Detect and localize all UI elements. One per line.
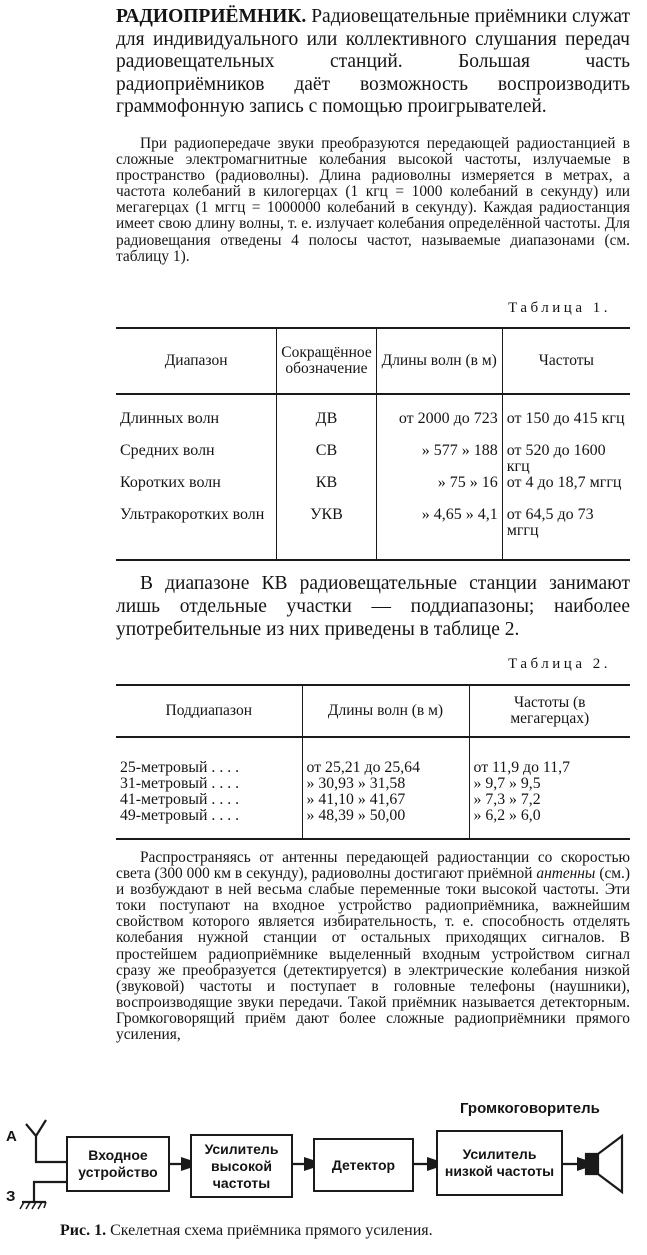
paragraph-shortwave: В диапазоне КВ радиовещательные станции занимают лишь отдельные участки — поддиапазоны; наиболее употребительные из них приведены в таблице 2. — [116, 573, 630, 640]
paragraph-reception — [116, 850, 630, 1043]
speaker-label: Громкоговоритель — [460, 1100, 600, 1117]
speaker-magnet — [586, 1154, 598, 1174]
table2-header-band: Поддиапазон — [116, 685, 302, 737]
figure-caption — [60, 1222, 433, 1240]
table1-header-wave: Длины волн (в м) — [376, 328, 502, 394]
table2-cell-freq: » 7,3 » 7,2 — [469, 792, 630, 808]
arrowhead-3 — [427, 1157, 436, 1171]
table1-cell-freq: от 4 до 18,7 мггц — [502, 475, 630, 507]
antenna-symbol — [26, 1120, 66, 1162]
table1-cell-wave: от 2000 до 723 — [376, 394, 502, 443]
table2-cell-freq: » 9,7 » 9,5 — [469, 776, 630, 792]
table1-cell-abbr: СВ — [277, 443, 376, 475]
table2-header-freq: Частоты (в мегагерцах) — [469, 685, 630, 737]
article-heading: РАДИОПРИЁМНИК. — [116, 6, 307, 27]
ground-label: З — [6, 1188, 16, 1205]
table2-cell-wave: » 30,93 » 31,58 — [302, 776, 469, 792]
table2-cell-wave: » 48,39 » 50,00 — [302, 808, 469, 839]
table2-cell-band: 41-метровый . . . . — [120, 791, 240, 808]
arrowhead-4 — [577, 1157, 586, 1171]
receiver-block-diagram — [0, 1098, 647, 1220]
table1-cell-freq: от 520 до 1600 кгц — [502, 443, 630, 475]
table1-cell-freq: от 64,5 до 73 мггц — [502, 507, 630, 560]
intro-text: Радиовещательные приёмники служат для индивидуального или коллективного слушания передач радиовещательных станций. Большая часть радиоприёмников даёт возможность воспроизводить граммофонную запись с помощью проигрывателей. — [116, 6, 631, 118]
table2-cell-wave: от 25,21 до 25,64 — [302, 737, 469, 776]
table2-caption: Таблица 2. — [508, 656, 611, 672]
table1-cell-wave: » 577 » 188 — [376, 443, 502, 475]
table1-cell-range: Длинных волн — [120, 410, 220, 427]
reception-text-start: Распространяясь от антенны передающей радиостанции со скоростью света (300 000 км в секунду), радиоволны достигают приёмной — [116, 849, 630, 883]
table2-cell-band: 49-метровый . . . . — [116, 808, 302, 839]
table2-cell-freq: от 11,9 до 11,7 — [469, 737, 630, 776]
block-rf-amplifier: Усилитель высокой частоты — [190, 1134, 293, 1198]
table1-header-abbr: Сокращённое обозначение — [277, 328, 376, 394]
table1-caption: Таблица 1. — [508, 300, 611, 316]
table-row — [116, 792, 630, 808]
table1-cell-abbr: УКВ — [277, 507, 376, 560]
table-bands — [116, 327, 630, 561]
ground-wire — [34, 1182, 66, 1202]
table2-cell-wave: » 41,10 » 41,67 — [302, 792, 469, 808]
table1-cell-abbr: ДВ — [277, 394, 376, 443]
table1-cell-range: Средних волн — [120, 442, 215, 459]
table2-cell-freq: » 6,2 » 6,0 — [469, 808, 630, 839]
table1-cell-wave: » 4,65 » 4,1 — [376, 507, 502, 560]
block-af-amplifier: Усилитель низкой частоты — [436, 1130, 563, 1196]
figure-label: Рис. 1. — [60, 1222, 107, 1239]
reception-text-end: (см.) и возбуждают в ней весьма слабые переменные токи высокой частоты. Эти токи поступают на входное устройство радиоприёмника, важнейшим свойством которого является избирательность, т. е. способность отделять колебания нужной станции от остальных приходящих сигналов. В простейшем радиоприёмнике выделенный входным устройством сигнал сразу же преобразуется (детектируется) в электрические колебания низкой (звуковой) частоты и поступает в головные телефоны (наушники), воспроизводящие звуки передачи. Такой приёмник называется детекторным. Громкоговорящий приём дают более сложные радиоприёмники прямого усиления, — [116, 865, 630, 1044]
table2-header-wave: Длины волн (в м) — [302, 685, 469, 737]
table-row — [116, 394, 630, 443]
arrowhead-1 — [181, 1157, 190, 1171]
figure-caption-text: Скелетная схема приёмника прямого усиления. — [110, 1222, 433, 1239]
block-input-device: Входное устройство — [66, 1136, 170, 1192]
table2-cell-band: 25-метровый . . . . — [120, 759, 240, 776]
table-row — [116, 475, 630, 507]
antenna-term: антенны — [536, 865, 596, 883]
arrowhead-2 — [304, 1157, 313, 1171]
table1-cell-freq: от 150 до 415 кгц — [502, 394, 630, 443]
table1-cell-abbr: КВ — [277, 475, 376, 507]
table1-cell-range: Коротких волн — [120, 474, 221, 491]
table1-cell-range: Ультракоротких волн — [116, 507, 277, 560]
table2-header-row — [116, 685, 630, 737]
table-subbands — [116, 684, 630, 840]
table-row — [116, 808, 630, 839]
table2-cell-band: 31-метровый . . . . — [120, 775, 240, 792]
table1-cell-wave: » 75 » 16 — [376, 475, 502, 507]
table-row — [116, 737, 630, 776]
table1-header-range: Диапазон — [116, 328, 277, 394]
speaker-cone — [598, 1136, 622, 1192]
antenna-label: А — [6, 1128, 17, 1145]
paragraph-radio-transmission: При радиопередаче звуки преобразуются передающей радиостанцией в сложные электромагнитные колебания высокой частоты, излучаемые в пространство (радиоволны). Длина радиоволны измеряется в метрах, а частота колебаний в килогерцах (1 кгц = 1000 колебаний в секунду) или мегагерцах (1 мггц = 1000000 колебаний в секунду). Каждая радиостанция имеет свою длину волны, т. е. излучает колебания определённой частоты. Для радиовещания отведены 4 полосы частот, называемые диапазонами (см. таблицу 1). — [116, 135, 630, 265]
table-row — [116, 507, 630, 560]
intro-paragraph — [116, 6, 630, 119]
block-detector: Детектор — [313, 1138, 414, 1192]
table-row — [116, 443, 630, 475]
table1-header-row — [116, 328, 630, 394]
table1-header-freq: Частоты — [502, 328, 630, 394]
table-row — [116, 776, 630, 792]
